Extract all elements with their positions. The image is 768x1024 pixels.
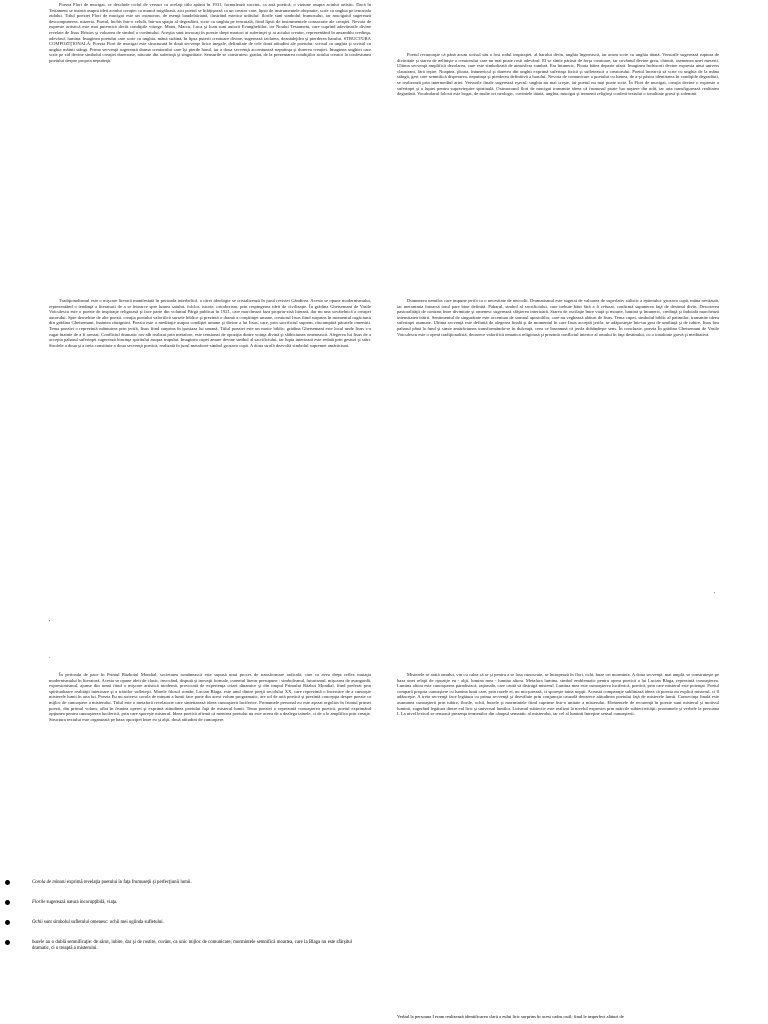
list-item	[5, 940, 365, 951]
footer-text: Verbul la persoana I eram realizează identificarea clară a eului liric surprins în acest cadru ostil; final le imperfect alături de	[397, 1014, 624, 1019]
text-column-flori-de-mucigai	[49, 2, 371, 214]
paragraph: Tradiţionalismul este o mişcare literară manifestată în perioada interbelică, a cărei ideologie se cristalizează în jurul revistei Gândirea. Acesta se opune modernismului, reprezentând o tendinţă a literaturii de a se întoarce spre lumea satului, folclor, istorie, ortodoxism, prin respingerea ideii de civilizaţie. În grădina Ghetsemani de Vasile Voiculescu este o poezie de inspiraţie religioasă şi face parte din volumul Pârgă publicat în 1921, care marchează faza propriu-zisă literară, dar nu una sovăielnică a creaţiei autorului. Spre deosebire de alte poezii, creaţia poetului valorifică sursele biblice şi prezintă o dramă a conştiinţei umane, creatorul Iisus fiind surprins în momentul rugăciunii din grădina Ghetsemani, înaintea răstignirii. Poezia este o meditaţie asupra condiţiei umane şi divine a lui Iisus, care, prin sacrificiul suprem, răscumpără păcatele omenirii. Tema poeziei o reprezintă mântuirea prin jertfă, Iisus fiind surprins în ipostaza lui umană. Titlul poeziei este un motiv biblic: grădina Ghetsemani este locul unde Iisus s-a rugat înainte de a fi arestat. Conflictul dramatic ros-alb realizat prin metafore, este tensionat de opoziţia dintre voinţa divină şi slăbiciunea omenească. Alegerea lui Iisus de a accepta paharul suferinţei sugerează biruinţa spiritului asupra trupului. Imaginea cupei amare devine simbol al sacrificiului, iar lupta interioară este redată prin gesturi şi stări. Strofele a doua şi a treia constituie a doua secvenţă poetică, realizată în jurul metaforei-simbol grozava cupă. A doua strofă dezvoltă simbolul supremei amărăciuni.	[49, 298, 371, 348]
paragraph: Dumnezeu nemilos care impune jertfa ca o necesitate de neocolit. Dramatismul este sugerat de valoarea de superlativ stilistic a epitetului: grozava cupă, mâna nevăzută, iar metonimia întoarsă totul pare bine definită. Paharul, simbol al sacrificiului, care trebuie băut fără a fi refuzat, confirmă supunerea faţă de destinul divin. Descrierea pastoralităţii de contrast între divinitate şi omenesc sugerează sfâşierea interioară. Starea de oscilaţie între viaţă şi moarte, lumină şi întuneric, credinţă şi îndoială marchează intensitatea trăirii. Sentimentul de singurătate este accentuat de somnul apostolilor, care nu veghează alături de Iisus. Tema cupei, simbolul biblic al patimilor, transmite ideea suferinţei asumate. Ultima secvenţă este definită de alegerea finală şi de momentul în care Iisus acceptă jertfa: se adăposteşte într-un gest de umilinţă şi de iubire. Iisus bea paharul până la fund şi simte amărăciunea transformându-se în dulceaţă, ceea ce înseamnă că jertfa dobândeşte sens. În concluzie, poezia În grădina Ghetsemani de Vasile Voiculescu este o operă tradiţionalistă, deoarece valorifică tematica religioasă şi prezintă conflictul interior al omului în faţa destinului, cu o tonalitate gravă şi meditativă.	[397, 298, 719, 337]
stray-mark: .	[49, 654, 51, 660]
bullet-icon	[5, 880, 10, 885]
list-item	[5, 900, 365, 906]
paragraph: Misterele se arată omului, vin cu calea să se şi pentru a se lasa cunoscute, se întrupează în flori, ochi, buze ori morminte. A doua secvenţă, mai amplă, se construieşte pe baza unei relaţii de opoziţie eu - alţii, lumina mea - lumina altora. Metafora lumina, simbol emblematic pentru opera poetică a lui Lucian Blaga, reprezintă cunoaşterea. Lumina altora este cunoaşterea paradisiacă, raţională, care caută să distrugă misterul. Lumina mea este cunoaşterea luciferică, poetică, prin care misterul este potenţat. Poetul compară propria cunoaştere cu lumina lunii care, prin razele ei, nu micşorează, ci sporeşte taina nopţii. Această comparaţie subliniază ideea că poezia nu explică misterul, ci îl adânceşte. A treia secvenţă face legătura cu prima secvenţă şi dezvăluie prin conjuncţia cauzală deoarece atitudinea poetului faţă de misterele lumii. Consecinţa finală este asumarea cunoaşterii prin iubire, florile, ochii, buzele şi mormintele fiind cuprinse într-o unitate a misterului. Elementele de recurenţă în poezie sunt misterul şi motivul luminii, sugerând legătura dintre eul liric şi universul lumilor. Lirismul subiectiv este realizat la nivelul expresiei prin mărcile subiectivităţii: pronumele şi verbele la persoana I. La nivel lexical se remarcă prezenţa termenilor din câmpul semantic al misterului, iar cel al luminii întreţine sensul cunoaşterii.	[397, 672, 719, 717]
bullet-term: Corola de minuni	[32, 880, 66, 885]
bullet-list	[5, 880, 365, 966]
stray-mark: '	[714, 592, 716, 598]
bullet-icon	[5, 940, 10, 945]
text-column-blaga	[397, 672, 719, 992]
bullet-icon	[5, 900, 10, 905]
paragraph: Poezia Flori de mucigai, ce deschide ciclul de versuri cu acelaşi titlu apărut în 1931, formulează succint, ca artă poetică, o viziune asupra actului artistic. Dacă în Testament se insistă asupra ideii actului creaţiei ca muncă migăloasă, aici poetul se înfăţişează ca un creator care, lipsit de instrumentele obişnuite, scrie cu unghia pe tencuiala zidului. Titlul poeziei Flori de mucigai este un oximoron, de esenţă baudelairiană, ilustrând estetica urâtului: florile sunt simbolul frumosului, iar mucigaiul sugerează descompunerea, mizeria. Poetul, închis într-o celulă, într-un spaţiu al degradării, scrie cu unghia pe tencuială, fiind lipsit de instrumentele consacrate ale creaţiei. Nevoia de expresie artistică este mai puternică decât condiţiile vitrege. Matei, Marcu, Luca şi Ioan sunt autorii Evangheliilor, iar Noului Testament, care cuprind adevărurile divine revelate de Iisus Hristos şi valoarea de simbol a cuvântului. Aceştia sunt invocaţi în poezie drept martori ai suferinţei şi ai actului creator, reprezentând în ansamblu credinţa, adevărul, lumina. Imaginea poetului care scrie cu unghia, mână străină, în lipsa puterii creatoare divine, sugerează izolarea, deznădejdea şi pierderea harului. STRUCTURA COMPOZIŢIONALĂ: Poezia Flori de mucigai este structurată în două secvenţe lirice inegale, delimitate de cele două atitudini ale poetului: scrisul cu unghia şi scrisul cu unghia mâinii stângi. Prima secvenţă sugerează drama creatorului care îşi pierde harul, iar a doua secvenţă accentuează neputinţa şi durerea creaţiei. Imaginea unghiei care scrie pe zid devine simbolul creaţiei dureroase, născute din suferinţă şi singurătate. Sensurile se construiesc gradat, de la prezentarea condiţiilor actului creator la confesiunea poetului despre propria neputinţă.	[49, 2, 371, 63]
bullet-term: Florile	[32, 900, 46, 906]
text-column-traditionalism	[49, 298, 371, 610]
list-item	[5, 880, 365, 886]
paragraph: Poetul recunoaşte că până acum scrisul său a fost rodul inspiraţiei, al harului divin, unghia îngerească, iar acum scrie cu unghia tăiată. Versurile sugerează ruptura de divinitate şi starea de nelinişte a creatorului care nu mai poate rosti adevărul. El se simte părăsit de forţa creatoare, iar cuvântul devine greu, chinuit, asemenea unei meserii. Ultima secvenţă amplifică dezolarea, care este simbolizată de atmosfera sumbră. Era întuneric. Ploaia bătea departe afară. Imaginea închisorii devine expresia unui univers claustrant, fără ieşire. Noaptea, ploaia, întunericul şi durerea din unghii exprimă suferinţa fizică şi sufletească a creatorului. Poetul încearcă să scrie cu unghia de la mâna stângă, gest care semnifică disperarea, neputinţa şi pierderea definitivă a harului. Nevoia de comunicare a poetului cu lumea, de a-şi păstra identitatea în condiţiile degradării, se realizează prin intermediul artei. Versurile finale sugerează eşecul: unghia nu mai creşte, iar poetul nu mai poate scrie. În Flori de mucigai, creaţia devine o expresie a suferinţei şi a luptei pentru supravieţuire spirituală. Oximoronul flori de mucigai transmite ideea că frumosul poate lua naştere din urât, iar arta transfigurează realitatea degradată. Vocabularul folosit este bogat, de multe ori neologic, cuvintele tăiată, unghia, mucigai şi termenii religioşi conferă textului o tonalitate gravă şi solemnă.	[397, 52, 719, 97]
bullet-term: Ochii	[32, 920, 43, 926]
list-item	[5, 920, 365, 926]
paragraph: În perioada de pace în Primul Războiul Mondial, societatea românească este supusă unui proces de transformare radicală, care va avea drept reflex mutaţia modernismului în literatură. Acesta se opune ideii de clasic, invocând, dispută şi inovaţii formale, curentul literar presupune : simbolismul, futurismul, mişcarea de avangardă, expresionismul, ajunse din urmă fiind o mişcare artistică modernă, provocată de experienţa crizei dinamice şi din timpul Primului Război Mondial, fiind preferat prin spiritualizare realităţii interioare şi a trăirilor sufleteşti. Marele filosof român, Lucian Blaga, este unul dintre poeţii secolului XX, care reprezintă o încercare de a cunoaşte misterele lumii în arta lui. Poezia Eu nu strivesc corola de minuni a lumii face parte din acest volum programatic, are rol de artă poetică şi prezintă concepţia despre poezie ca mijloc de cunoaştere a misterului. Titlul este o metaforă revelatorie care sintetizează ideea cunoaşterii luciferice. Pronumele personal eu este aşezat orgolios în frontul primei poezii, din primul volum, aflat în fruntea operei şi exprimă atitudinea poetului faţă de misterul lumii. Tema poeziei o reprezintă cunoaşterea poetică, poetul exprimând opţiunea pentru cunoaşterea luciferică, prin care sporeşte misterul. Ideea poetică afirmă că menirea poetului nu este aceea de a dezlega tainele, ci de a le amplifica prin creaţie. Structura textului este organizată pe baza opoziţiei între eu şi alţii, două atitudini de cunoaştere.	[49, 672, 371, 722]
bullet-text: sunt simbolul sufletului omenesc: ochii mei oglinda sufletului.	[43, 920, 164, 926]
bullet-text: au o dublă semnificaţie: de sărut, iubire, dar şi de rostire, cuvânt, ca unic mijloc de comunicare; mormintele semnifică moartea, care la Blaga nu este sfârşitul dramatic, ci o treaptă a misterului.	[32, 940, 353, 951]
bullet-text: sugerează natura incorupţibilă, viaţa.	[46, 900, 118, 906]
bullet-term: buzele	[32, 940, 45, 946]
stray-mark: '	[49, 620, 51, 626]
bullet-icon	[5, 920, 10, 925]
text-column-ghetsemani	[397, 298, 719, 580]
text-column-modernism	[49, 672, 371, 874]
bullet-text: exprimă revelaţia poetului în faţa frumuseţii şi perfecţiunii lumii.	[66, 880, 192, 885]
